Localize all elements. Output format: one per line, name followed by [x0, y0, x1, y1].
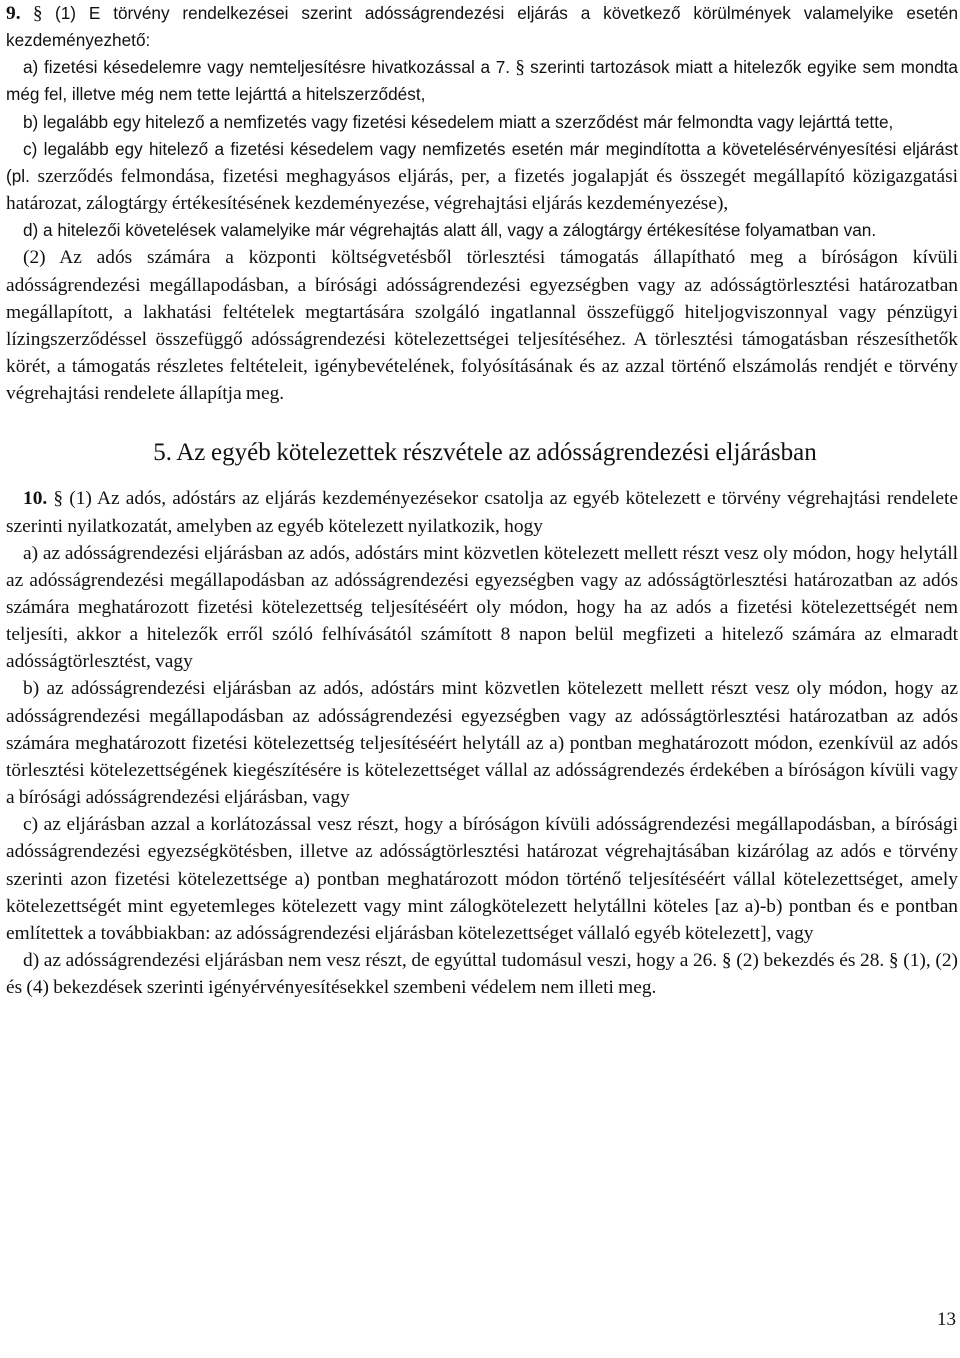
section-9-item-b-text: b) legalább egy hitelező a nemfizetés vagy fizetési késedelem miatt a szerződést már felmondta vagy lejárttá tette, — [23, 111, 894, 132]
section-9-number: 9. — [6, 3, 21, 24]
section-sign: § — [53, 488, 64, 510]
section-9-item-a-rest: szerinti tartozások miatt a hitelezők egyike sem mondta még fel, illetve még nem tette lejárttá a hitelszerződést, — [6, 57, 958, 105]
section-sign: § — [721, 950, 732, 971]
section-9-p1-text: (1) E törvény rendelkezései szerint adósságrendezési eljárás a következő körülmények valamelyike esetén kezdeményezhető: — [6, 3, 959, 51]
section-10-item-a: a) az adósságrendezési eljárásban az adós, adóstárs mint közvetlen kötelezett mellett részt vesz oly módon, hogy helytáll az adósságrendezési megállapodásban az adósságrendezési egyezségben vagy az adósságtörlesztési határozatban az adós számára meghatározott fizetési kötelezettség teljesítéséért oly módon, hogy ha az adós a fizetési kötelezettségét nem teljesíti, akkor a hitelezők erről szóló felhívásától számított 8 napon belül megfizeti a hitelező számára az elmaradt adósságtörlesztést, vagy — [6, 542, 958, 673]
page-number: 13 — [937, 1309, 956, 1330]
section-sign: § — [888, 950, 899, 971]
section-10-item-d-mid: (2) bekezdés és 28. — [736, 950, 885, 971]
section-10-item-d — [6, 947, 958, 1001]
section-9-paragraph-2: (2) Az adós számára a központi költségvetésből törlesztési támogatás állapítható meg a bíróságon kívüli adósságrendezési megállapodásban, a bírósági adósságrendezési egyezségben vagy az adósságtörlesztési határozatban megállapított, a lakhatási feltételek megtartására szolgáló ingatlannal összefüggő hiteljogviszonnyal vagy pénzügyi lízingszerződéssel összefüggő adósságrendezési kötelezettségei teljesítéséhez. A törlesztési támogatásban részesíthetők körét, a támogatás részletes feltételeit, igénybevételének, folyósításának és az azzal történő elszámolás rendjét e törvény végrehajtási rendelete állapítja meg. — [6, 247, 958, 405]
section-9-paragraph-1 — [6, 0, 958, 54]
section-9-item-d — [6, 217, 958, 244]
section-10-p1-text: (1) Az adós, adóstárs az eljárás kezdeményezésekor csatolja az egyéb kötelezett e törvény végrehajtási rendelete szerinti nyilatkozatát, amelyben az egyéb kötelezett nyilatkozik, hogy — [6, 488, 959, 537]
section-9-item-a-start: a) fizetési késedelemre vagy nemteljesítésre hivatkozással a 7. — [23, 57, 511, 78]
section-10-item-d-start: d) az adósságrendezési eljárásban nem vesz részt, de egyúttal tudomásul veszi, hogy a 26. — [23, 950, 718, 971]
section-9-item-d-text: d) a hitelezői követelések valamelyike már végrehajtás alatt áll, vagy a zálogtárgy értékesítése folyamatban van. — [23, 220, 877, 241]
section-9-item-a — [6, 54, 958, 108]
section-sign: § — [515, 57, 525, 79]
section-10-number: 10. — [23, 488, 48, 510]
section-9-item-c — [6, 136, 958, 217]
section-sign: § — [32, 3, 43, 24]
section-10-item-b: b) az adósságrendezési eljárásban az adós, adóstárs mint közvetlen kötelezett mellett részt vesz oly módon, hogy az adósságrendezési megállapodásban az adósságrendezési egyezségben vagy az adósságtörlesztési határozatban az adós számára meghatározott fizetési kötelezettség teljesítéséért helytáll az a) pontban meghatározott módon, ezenkívül az adós törlesztési kötelezettségének kiegészítésére is kötelezettséget vállal az adósságrendezés érdekében a bíróságon kívüli vagy a bírósági adósságrendezési eljárásban, vagy — [6, 678, 958, 809]
section-9-item-b — [6, 109, 958, 136]
section-10-item-c: c) az eljárásban azzal a korlátozással vesz részt, hogy a bíróságon kívüli adósságrendezési megállapodásban, a bírósági adósságrendezési egyezségkötésben, illetve az adósságtörlesztési határozat végrehajtásában kizárólag az adós e törvény szerinti azon fizetési kötelezettsége a) pontban meghatározott módon történő teljesítéséért vállal kötelezettséget, amely kötelezettségét mint egyetemleges kötelezett vagy mint zálogkötelezett helytállni köteles [az a)-b) pontban és e pontban említettek a továbbiakban: az adósságrendezési eljárásban kötelezettséget vállaló egyéb kötelezett], vagy — [6, 814, 958, 944]
section-10-item-d-end: (1), (2) és (4) bekezdések szerinti igényérvényesítésekkel szembeni védelem nem illeti meg. — [6, 950, 959, 999]
section-heading: 5. Az egyéb kötelezettek részvétele az adósságrendezési eljárásban — [153, 439, 817, 467]
document-page — [6, 0, 958, 1001]
section-9-item-c-rest: szerződés felmondása, fizetési meghagyásos eljárás, per, a fizetés jogalapját és összegét megállapító közigazgatási határozat, zálogtárgy értékesítésének kezdeményezése, végrehajtási eljárás kezdeményezése), — [6, 165, 959, 215]
section-10-paragraph-1 — [6, 485, 958, 539]
section-9-item-c-start: c) legalább egy hitelező a fizetési késedelem vagy nemfizetés esetén már megindította a követelésérvényesítési eljárást (pl. — [6, 138, 958, 186]
